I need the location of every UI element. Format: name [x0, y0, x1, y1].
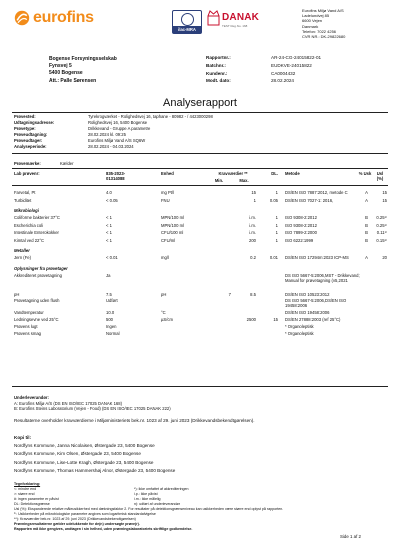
lab-address-line: Telefon: 7022 4256	[302, 28, 337, 34]
cell-uskv: 0.15¹⁾	[376, 238, 387, 243]
cell-method: * Organoleptisk	[285, 324, 314, 329]
cell-name: Coliforme bakterier 37°C	[14, 215, 60, 220]
cell-name: Kimtal ved 22°C	[14, 238, 45, 243]
cell-value: 7.5	[106, 292, 112, 297]
meta-row	[206, 62, 391, 70]
cell-max: i.m.	[249, 223, 256, 228]
header-method: Metode	[285, 171, 300, 176]
cell-value: Normal	[106, 331, 120, 336]
cell-value: 4.0	[106, 190, 112, 195]
recipient-line: Att.: Palle Sørensen	[49, 77, 97, 84]
cell-dl: 1	[275, 215, 278, 220]
header-limits: Kravværdier **	[218, 171, 248, 176]
danak-registration: TEST Reg.No. 168	[222, 24, 248, 28]
cell-method: DS/EN ISO 7887:2012, metode C	[285, 190, 348, 195]
cell-method: ISO 9308-2:2012	[285, 223, 317, 228]
meta-row	[206, 70, 391, 78]
lab-address-line: Eurofins Miljø Vand A/S	[302, 8, 344, 13]
cell-unit: MPN/100 ml	[161, 223, 185, 228]
cell-usk: B	[365, 223, 368, 228]
table-row	[12, 198, 388, 206]
cell-uskv: 0.25¹⁾	[376, 215, 387, 220]
cell-method: DS/EN ISO 19458:2006	[285, 310, 330, 315]
recipient-line: Fynsvej 5	[49, 63, 72, 70]
sample-info-row	[14, 144, 213, 150]
legend-footer: Prøvningsresultaterne gælder udelukkende for de(n) undersøgte prøve(r).	[14, 522, 140, 526]
recipient-address	[49, 56, 117, 85]
cell-method: DS/EN ISO 10523:2012	[285, 292, 330, 297]
subcontractor-line: B: Eurofins Steins Laboratorium (Vejen - Food) (DS EN ISO/IEC 17025 DANAK 222)	[14, 406, 171, 412]
cell-value: Ja	[106, 273, 111, 278]
legend-note: Usl (%): Ekspanderede relative måleusikkerhed med dækningsfaktor 2. For resultater på detektionsgrænseniveau kan usikkerheden være større end oplyst på rapporten.	[14, 507, 284, 511]
table-section	[12, 266, 388, 273]
cell-dl: 15	[273, 317, 278, 322]
sample-info-label: Prøveudtagning:	[14, 132, 48, 138]
danak-label: DANAK	[222, 12, 260, 23]
cell-method: DS/EN 27888:2003 (ref 25°C)	[285, 317, 341, 322]
cell-value: Ingen	[106, 324, 117, 329]
cell-min: 7	[228, 292, 231, 297]
legend-item: n): udført af underleverandør	[134, 502, 180, 506]
cell-max: 1	[253, 198, 256, 203]
table-row	[12, 298, 388, 310]
copy-title: Kopi til:	[14, 435, 32, 440]
cell-value: 500	[106, 317, 113, 322]
header-max: Max.	[239, 178, 249, 183]
ilac-label: ilac-MRA	[173, 26, 201, 33]
lab-address-line: 6600 Vejen	[302, 18, 323, 24]
cell-dl: 0.01	[269, 255, 278, 260]
legend-item: DL: Detektionsgrænse	[14, 502, 50, 506]
table-row	[12, 331, 388, 338]
sample-info-value: 28.02.2024 - 04.03.2024	[88, 144, 134, 150]
table-row	[12, 310, 388, 317]
cell-max: 200	[249, 238, 256, 243]
cell-value: < 0.05	[106, 198, 118, 203]
header-sample-number: 835-2023- 01314088	[106, 171, 126, 181]
sample-info	[14, 114, 213, 151]
legend-item: i.m.: ikke målelig	[134, 497, 161, 501]
legend-item: >: større end	[14, 492, 35, 496]
cell-uskv: 0.25¹⁾	[376, 223, 387, 228]
cell-method: DS/EN ISO 17294m:2023 ICP-MS	[285, 255, 349, 260]
sample-info-label: Prøveudtager:	[14, 138, 43, 144]
compliance-remark: Resultaterne overholder kravværdierne i Miljøministeriets bek.nr. 1023 af 29. juni 2023 (Drikkevandsbekendtgørelsen).	[14, 418, 255, 423]
table-section	[12, 248, 388, 255]
cell-unit: CFU/ml	[161, 238, 176, 243]
cell-unit: CFU/100 ml	[161, 230, 184, 235]
legend-note: **): Kravværdier bek.nr. 1023 af 29. juni 2023 (Drikkevandsbekendtgørelsen)	[14, 517, 136, 521]
meta-row	[206, 54, 391, 62]
cell-value: < 0.01	[106, 255, 118, 260]
lab-address	[302, 8, 345, 39]
table-row	[12, 273, 388, 291]
legend-grid	[14, 487, 389, 507]
cell-max: 0.2	[250, 255, 256, 260]
copy-recipient: Nordfyns Kommune, Janna Nicolaisen, Østergade 23, 5400 Bogense	[14, 443, 155, 449]
section-title: Oplysninger fra prøvetager	[14, 266, 68, 271]
legend-title: Tegnforklaring:	[14, 482, 41, 486]
cell-usk: A	[365, 255, 368, 260]
table-row	[12, 223, 388, 230]
table-row	[12, 324, 388, 331]
eurofins-logo-icon	[14, 10, 30, 26]
table-row	[12, 190, 388, 198]
recipient-line: Bogense Forsyningsselskab	[49, 56, 117, 62]
cell-dl: 1	[275, 223, 278, 228]
meta-label: Batchnr.:	[206, 62, 226, 68]
cell-name: Farvetal, Pt	[14, 190, 36, 195]
cell-name: Ledningsevne ved 25°C	[14, 317, 59, 322]
cell-value: 10.0	[106, 310, 115, 315]
header-uncertainty-pct: Usl (%)	[376, 171, 384, 181]
cell-name: Prøvetagning uden flush	[14, 298, 60, 303]
cell-value: < 1	[106, 223, 112, 228]
cell-method: ISO 6222:1999	[285, 238, 314, 243]
cell-method: DS/EN ISO 7027-1: 2016,	[285, 198, 334, 203]
results-table-header	[12, 168, 388, 186]
header-min: Min.	[214, 178, 224, 183]
cell-usk: B	[365, 238, 368, 243]
cell-max: i.m.	[249, 230, 256, 235]
meta-value: 28.02.2024	[271, 78, 294, 84]
cell-unit: pH	[161, 292, 167, 297]
globe-icon	[181, 13, 194, 26]
cell-max: 15	[251, 190, 256, 195]
subcontractors-title: Underleverandør:	[14, 395, 49, 400]
cell-usk: A	[365, 190, 368, 195]
cell-name: Jern (Fe)	[14, 255, 31, 260]
eurofins-logo	[14, 8, 94, 28]
cell-unit: FNU	[161, 198, 170, 203]
divider	[12, 386, 388, 387]
header-dl: DL.	[271, 171, 278, 176]
meta-label: Kundenr.:	[206, 70, 228, 76]
cell-dl: 1	[275, 230, 278, 235]
lab-address-line: CVR NR.: DK-29822680	[302, 34, 346, 40]
legend-note: ¹⁾: Usikkerheder på mikrobiologiske parametre angives som logaritmisk standardafvigelse	[14, 512, 156, 516]
cell-method: * Organoleptisk	[285, 331, 314, 336]
header-uncertainty: % Usk	[358, 171, 372, 176]
sample-marker	[14, 161, 74, 166]
cell-usk: B	[365, 215, 368, 220]
legend-item: *): ikke omfattet af akkrediteringen	[134, 487, 189, 491]
table-row	[12, 255, 388, 264]
cell-name: Intestinale Enterokokker	[14, 230, 59, 235]
page-number: Side 1 af 2	[340, 534, 361, 539]
sample-marker-value: Kælder	[60, 161, 74, 166]
ilac-mra-logo	[172, 10, 202, 34]
cell-name: Prøvens smag	[14, 331, 41, 336]
cell-value: < 1	[106, 238, 112, 243]
cell-unit: mg/l	[161, 255, 169, 260]
divider	[12, 112, 388, 113]
cell-method: DS ISO 5667-5:2006,MST - Drikkevand; Manual for prøvetagning (v5,2021	[285, 273, 360, 283]
cell-usk: A	[365, 198, 368, 203]
eurofins-logo-text: eurofins	[33, 9, 94, 26]
lab-address-line: Danmark	[302, 23, 319, 29]
cell-dl: 0.05	[269, 198, 278, 203]
sample-info-value: Tyrekrogværket - Rolighedsvej 16, taphane - 80982 - / 4423000298	[88, 114, 213, 119]
meta-value: EUDKVE-24015822	[271, 62, 312, 68]
cell-value: < 1	[106, 215, 112, 220]
copy-recipient: Nordfyns Kommune, Lise-Lotte Kragh, Østergade 23, 5400 Bogense	[14, 459, 154, 465]
sample-info-value: Drikkevand - Gruppe A parametre	[88, 126, 151, 132]
meta-value: CA0004432	[271, 70, 296, 76]
cell-method: ISO 7899-2:2000	[285, 230, 317, 235]
cell-method: ISO 9308-2:2012	[285, 215, 317, 220]
cell-max: i.m.	[249, 215, 256, 220]
cell-dl: 1	[275, 190, 278, 195]
crown-icon	[207, 10, 220, 26]
header-unit: Enhed	[161, 171, 174, 176]
sample-info-value: Eurofins Miljø Vand A/S SQ6W	[88, 138, 146, 144]
sample-info-value: 28.02.2024 kl. 09:25	[88, 132, 126, 138]
meta-label: Rapportnr.:	[206, 55, 231, 60]
cell-dl: 1	[275, 238, 278, 243]
legend-footer: Rapporten må ikke gengives, undtagen i sin helhed, uden prøvningslaboratoriets skriftlige godkendelse.	[14, 527, 193, 531]
cell-name: Escherichia coli	[14, 223, 44, 228]
section-title: Mikrobiologi	[14, 208, 39, 213]
table-row	[12, 230, 388, 237]
sample-info-label: Prøvested:	[14, 114, 36, 119]
legend-item: i.p.: ikke påvist	[134, 492, 158, 496]
sample-info-value: Rolighedsvej 16, 5400 Bogense	[88, 120, 148, 126]
cell-uskv: 0.11¹⁾	[376, 230, 387, 235]
cell-unit: MPN/100 ml	[161, 215, 185, 220]
table-row	[12, 238, 388, 245]
cell-max: 2500	[246, 317, 256, 322]
cell-name: Turbiditet	[14, 198, 32, 203]
sample-marker-label: Prøvemærke:	[14, 161, 41, 166]
meta-value: AR-24-CG-24015822-01	[271, 55, 322, 60]
cell-value: < 1	[106, 230, 112, 235]
legend	[14, 482, 389, 532]
cell-method: DS ISO 5667-5:2006,DS/EN ISO 19458:2006	[285, 298, 347, 308]
legend-item: <: mindre end	[14, 487, 37, 491]
cell-unit: µS/cm	[161, 317, 173, 322]
cell-unit: mg Pt/l	[161, 190, 175, 195]
cell-name: Prøvens lugt	[14, 324, 38, 329]
sample-info-label: Udtagningsadresse:	[14, 120, 55, 126]
header-lab-sample: Lab prøvenr:	[14, 171, 40, 176]
table-row	[12, 215, 388, 222]
meta-row	[206, 77, 391, 85]
cell-usk: B	[365, 230, 368, 235]
copy-recipients	[14, 434, 175, 475]
sample-info-label: Prøvetype:	[14, 126, 36, 132]
lab-address-line: Ladelundvej 85	[302, 13, 330, 19]
copy-recipient: Nordfyns Kommune, Kim Olsen, Østergade 23, 5400 Bogense	[14, 451, 141, 457]
recipient-line: 5400 Bogense	[49, 70, 83, 77]
cell-uskv: 15	[382, 198, 387, 203]
report-title: Analyserapport	[163, 97, 237, 109]
legend-item: #: ingen parametre er påvist	[14, 497, 59, 501]
divider	[12, 153, 388, 154]
cell-max: 8.5	[250, 292, 256, 297]
cell-name: Vandtemperatur	[14, 310, 44, 315]
cell-name: pH	[14, 292, 20, 297]
section-title: Metaller	[14, 248, 30, 253]
table-section	[12, 208, 388, 215]
subcontractors	[14, 395, 171, 412]
meta-label: Modt. dato:	[206, 78, 231, 84]
cell-name: Akkrediteret prøvetagning	[14, 273, 62, 278]
cell-unit: °C	[161, 310, 166, 315]
cell-value: Udført	[106, 298, 118, 303]
table-row	[12, 317, 388, 324]
subcontractor-line: A: Eurofins Miljø A/S (DS EN ISO/IEC 17025 DANAK 168)	[14, 400, 122, 406]
copy-recipient: Nordfyns Kommune, Thomas Hammershøj Alnor, Østergade 23, 5400 Bogense	[14, 467, 176, 473]
cell-uskv: 20	[382, 255, 387, 260]
report-meta	[206, 54, 391, 85]
sample-info-label: Analyseperiode:	[14, 144, 47, 150]
danak-logo	[206, 9, 258, 36]
cell-uskv: 15	[382, 190, 387, 195]
